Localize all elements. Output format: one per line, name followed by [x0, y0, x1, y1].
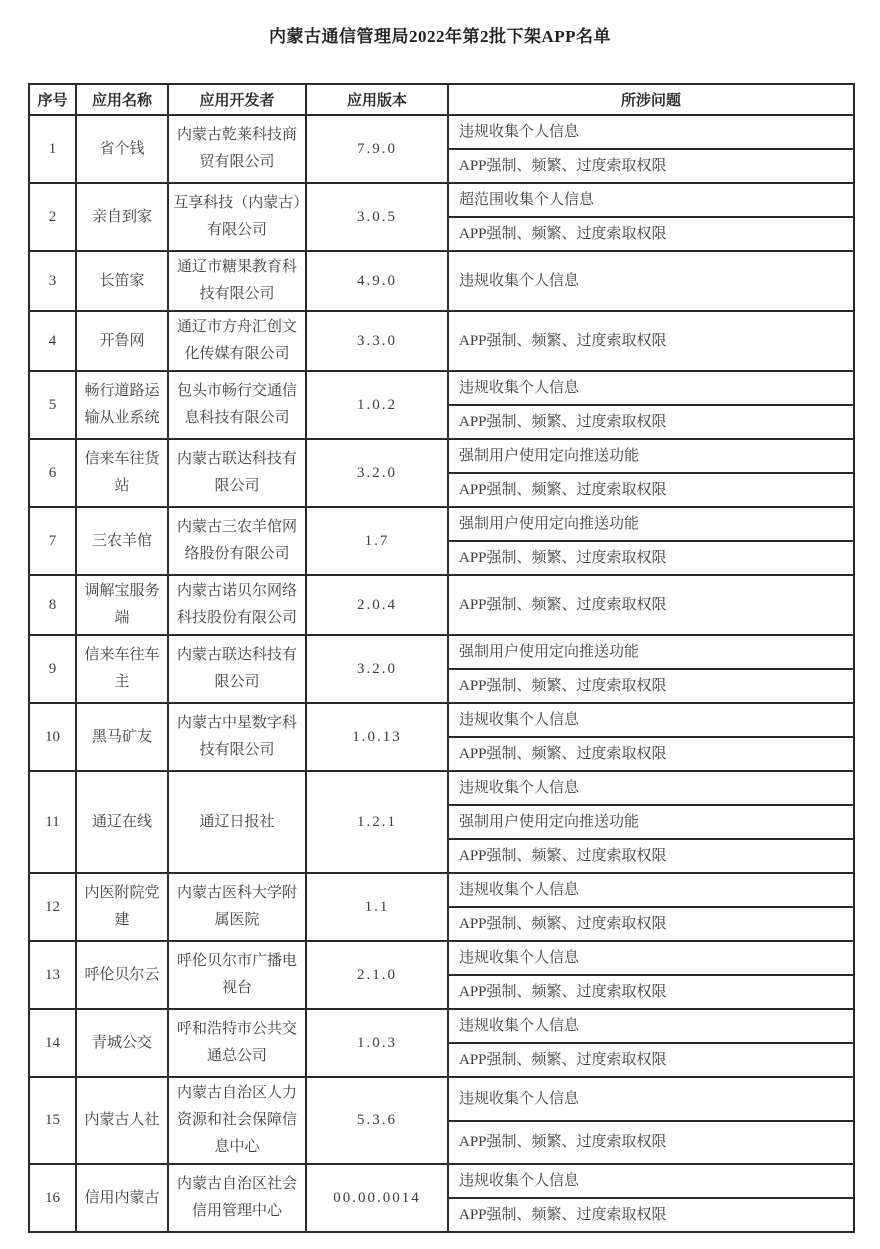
- serial-number-cell: 4: [29, 311, 76, 371]
- table-row: [29, 439, 854, 473]
- developer-cell: 通辽市糖果教育科技有限公司: [168, 251, 306, 311]
- issue-cell: 违规收集个人信息: [448, 703, 854, 737]
- document-page: [0, 22, 880, 1233]
- version-cell: 1.0.3: [306, 1009, 448, 1077]
- developer-cell: 呼伦贝尔市广播电视台: [168, 941, 306, 1009]
- serial-number-cell: 8: [29, 575, 76, 635]
- issue-cell: APP强制、频繁、过度索取权限: [448, 149, 854, 183]
- table-row: [29, 635, 854, 669]
- header-app-developer: 应用开发者: [168, 84, 306, 115]
- issue-cell: 强制用户使用定向推送功能: [448, 805, 854, 839]
- serial-number-cell: 5: [29, 371, 76, 439]
- app-name-cell: 三农羊倌: [76, 507, 168, 575]
- app-name-cell: 畅行道路运输从业系统: [76, 371, 168, 439]
- app-name-cell: 黑马矿友: [76, 703, 168, 771]
- app-name-cell: 信来车往车主: [76, 635, 168, 703]
- header-serial-number: 序号: [29, 84, 76, 115]
- issue-cell: APP强制、频繁、过度索取权限: [448, 907, 854, 941]
- header-issues: 所涉问题: [448, 84, 854, 115]
- table-body: [29, 115, 854, 1232]
- developer-cell: 通辽日报社: [168, 771, 306, 873]
- issue-cell: APP强制、频繁、过度索取权限: [448, 737, 854, 771]
- serial-number-cell: 16: [29, 1164, 76, 1232]
- developer-cell: 包头市畅行交通信息科技有限公司: [168, 371, 306, 439]
- serial-number-cell: 2: [29, 183, 76, 251]
- version-cell: 1.0.13: [306, 703, 448, 771]
- issue-cell: APP强制、频繁、过度索取权限: [448, 975, 854, 1009]
- version-cell: 2.1.0: [306, 941, 448, 1009]
- app-name-cell: 长笛家: [76, 251, 168, 311]
- issue-cell: APP强制、频繁、过度索取权限: [448, 839, 854, 873]
- version-cell: 3.2.0: [306, 439, 448, 507]
- app-name-cell: 通辽在线: [76, 771, 168, 873]
- version-cell: 3.2.0: [306, 635, 448, 703]
- developer-cell: 内蒙古联达科技有限公司: [168, 439, 306, 507]
- issue-cell: APP强制、频繁、过度索取权限: [448, 311, 854, 371]
- app-name-cell: 省个钱: [76, 115, 168, 183]
- table-row: [29, 183, 854, 217]
- developer-cell: 内蒙古自治区人力资源和社会保障信息中心: [168, 1077, 306, 1164]
- header-row: [29, 84, 854, 115]
- issue-cell: APP强制、频繁、过度索取权限: [448, 575, 854, 635]
- issue-cell: APP强制、频繁、过度索取权限: [448, 1043, 854, 1077]
- app-name-cell: 亲自到家: [76, 183, 168, 251]
- app-name-cell: 调解宝服务端: [76, 575, 168, 635]
- table-row: [29, 311, 854, 371]
- serial-number-cell: 15: [29, 1077, 76, 1164]
- developer-cell: 通辽市方舟汇创文化传媒有限公司: [168, 311, 306, 371]
- developer-cell: 呼和浩特市公共交通总公司: [168, 1009, 306, 1077]
- issue-cell: 违规收集个人信息: [448, 873, 854, 907]
- table-row: [29, 115, 854, 149]
- issue-cell: 违规收集个人信息: [448, 115, 854, 149]
- version-cell: 7.9.0: [306, 115, 448, 183]
- page-title: 内蒙古通信管理局2022年第2批下架APP名单: [268, 27, 612, 46]
- serial-number-cell: 11: [29, 771, 76, 873]
- header-app-name: 应用名称: [76, 84, 168, 115]
- table-row: [29, 703, 854, 737]
- version-cell: 2.0.4: [306, 575, 448, 635]
- table-row: [29, 941, 854, 975]
- issue-cell: 强制用户使用定向推送功能: [448, 439, 854, 473]
- version-cell: 4.9.0: [306, 251, 448, 311]
- app-name-cell: 内蒙古人社: [76, 1077, 168, 1164]
- issue-cell: APP强制、频繁、过度索取权限: [448, 669, 854, 703]
- developer-cell: 内蒙古自治区社会信用管理中心: [168, 1164, 306, 1232]
- table-row: [29, 1009, 854, 1043]
- serial-number-cell: 1: [29, 115, 76, 183]
- issue-cell: 违规收集个人信息: [448, 371, 854, 405]
- table-row: [29, 507, 854, 541]
- developer-cell: 互享科技（内蒙古）有限公司: [168, 183, 306, 251]
- issue-cell: APP强制、频繁、过度索取权限: [448, 1121, 854, 1165]
- issue-cell: APP强制、频繁、过度索取权限: [448, 473, 854, 507]
- developer-cell: 内蒙古医科大学附属医院: [168, 873, 306, 941]
- table-header: [29, 84, 854, 115]
- app-removal-table: [28, 83, 855, 1233]
- version-cell: 3.3.0: [306, 311, 448, 371]
- issue-cell: 强制用户使用定向推送功能: [448, 635, 854, 669]
- serial-number-cell: 9: [29, 635, 76, 703]
- table-row: [29, 1164, 854, 1198]
- developer-cell: 内蒙古联达科技有限公司: [168, 635, 306, 703]
- issue-cell: 违规收集个人信息: [448, 1009, 854, 1043]
- app-name-cell: 内医附院党建: [76, 873, 168, 941]
- serial-number-cell: 7: [29, 507, 76, 575]
- app-name-cell: 开鲁网: [76, 311, 168, 371]
- issue-cell: 违规收集个人信息: [448, 941, 854, 975]
- app-name-cell: 青城公交: [76, 1009, 168, 1077]
- version-cell: 1.7: [306, 507, 448, 575]
- issue-cell: 违规收集个人信息: [448, 771, 854, 805]
- issue-cell: APP强制、频繁、过度索取权限: [448, 217, 854, 251]
- serial-number-cell: 6: [29, 439, 76, 507]
- table-row: [29, 771, 854, 805]
- issue-cell: 违规收集个人信息: [448, 1077, 854, 1121]
- issue-cell: 违规收集个人信息: [448, 251, 854, 311]
- issue-cell: APP强制、频繁、过度索取权限: [448, 405, 854, 439]
- serial-number-cell: 10: [29, 703, 76, 771]
- serial-number-cell: 12: [29, 873, 76, 941]
- serial-number-cell: 3: [29, 251, 76, 311]
- issue-cell: 违规收集个人信息: [448, 1164, 854, 1198]
- issue-cell: 超范围收集个人信息: [448, 183, 854, 217]
- issue-cell: 强制用户使用定向推送功能: [448, 507, 854, 541]
- table-row: [29, 251, 854, 311]
- developer-cell: 内蒙古中星数字科技有限公司: [168, 703, 306, 771]
- app-name-cell: 信来车往货站: [76, 439, 168, 507]
- version-cell: 1.1: [306, 873, 448, 941]
- version-cell: 1.2.1: [306, 771, 448, 873]
- app-name-cell: 呼伦贝尔云: [76, 941, 168, 1009]
- app-name-cell: 信用内蒙古: [76, 1164, 168, 1232]
- table-row: [29, 575, 854, 635]
- developer-cell: 内蒙古三农羊倌网络股份有限公司: [168, 507, 306, 575]
- issue-cell: APP强制、频繁、过度索取权限: [448, 541, 854, 575]
- header-app-version: 应用版本: [306, 84, 448, 115]
- version-cell: 00.00.0014: [306, 1164, 448, 1232]
- serial-number-cell: 14: [29, 1009, 76, 1077]
- version-cell: 1.0.2: [306, 371, 448, 439]
- developer-cell: 内蒙古乾莱科技商贸有限公司: [168, 115, 306, 183]
- table-row: [29, 371, 854, 405]
- version-cell: 3.0.5: [306, 183, 448, 251]
- serial-number-cell: 13: [29, 941, 76, 1009]
- table-row: [29, 1077, 854, 1121]
- table-row: [29, 873, 854, 907]
- version-cell: 5.3.6: [306, 1077, 448, 1164]
- issue-cell: APP强制、频繁、过度索取权限: [448, 1198, 854, 1232]
- developer-cell: 内蒙古诺贝尔网络科技股份有限公司: [168, 575, 306, 635]
